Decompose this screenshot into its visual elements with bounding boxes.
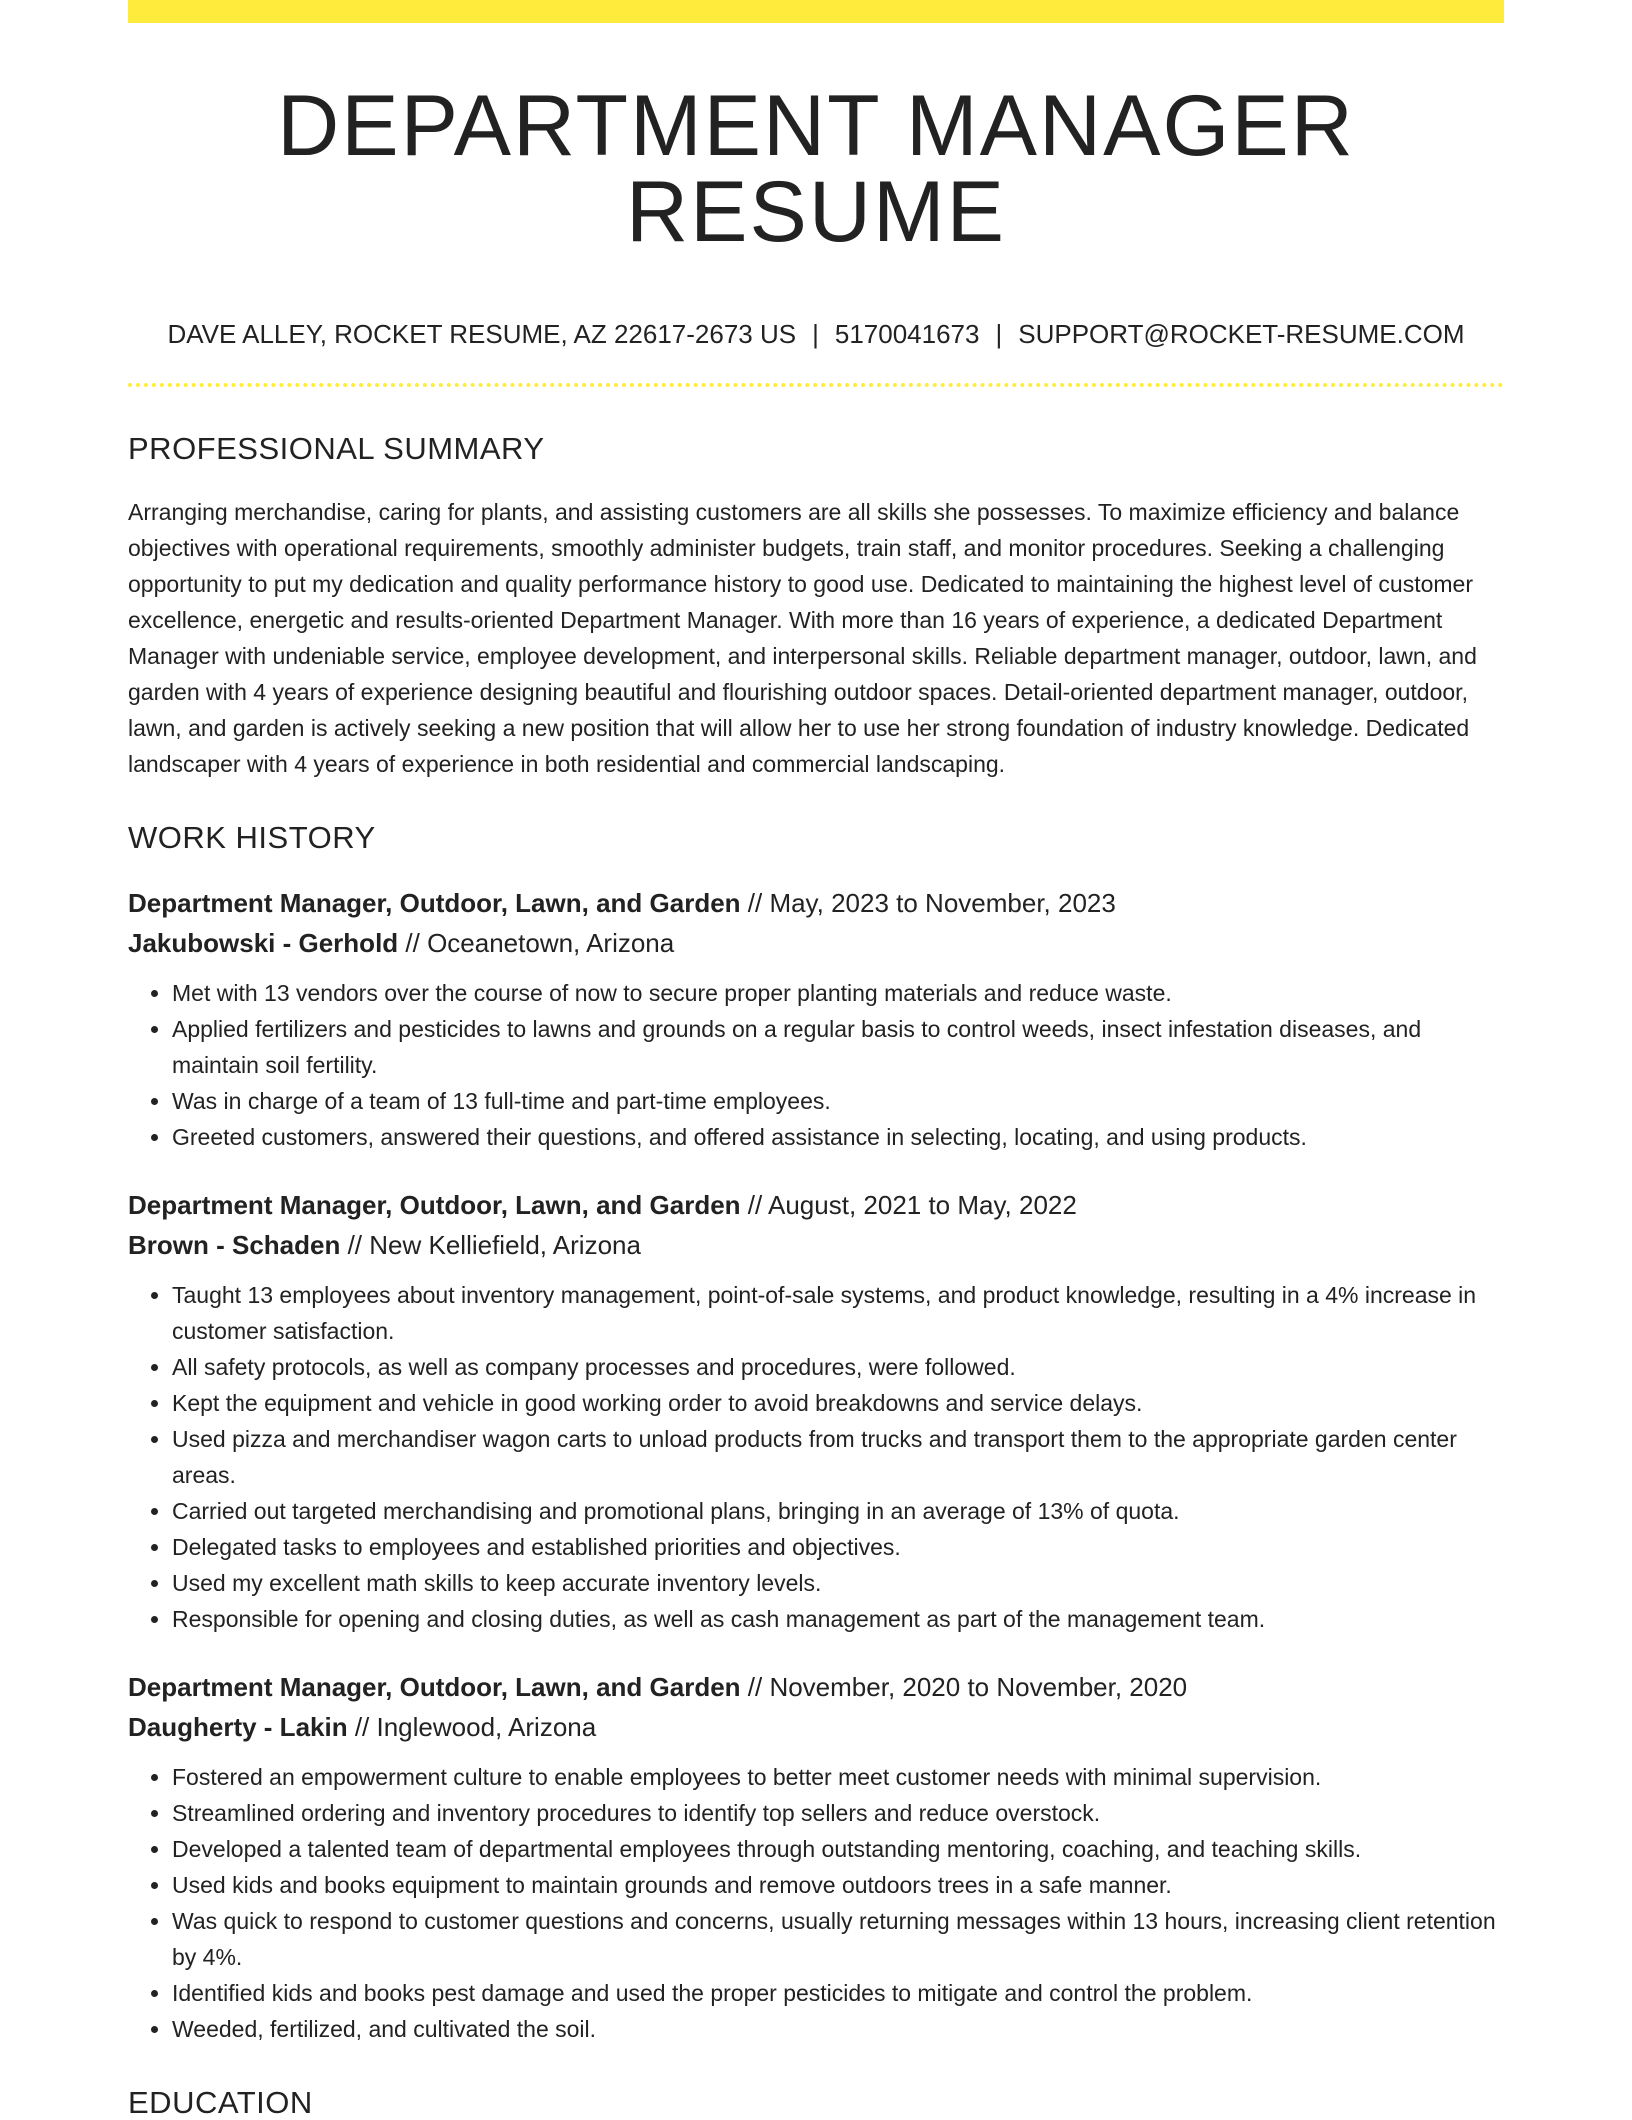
job-duty-item: • Met with 13 vendors over the course of now to secure proper planting materials and reduce waste. — [172, 975, 1504, 1011]
job-duty-item: • Delegated tasks to employees and established priorities and objectives. — [172, 1529, 1504, 1565]
contact-address: DAVE ALLEY, ROCKET RESUME, AZ 22617-2673 US — [167, 319, 797, 349]
contact-email: SUPPORT@ROCKET-RESUME.COM — [1018, 319, 1465, 349]
job-location: // Oceanetown, Arizona — [398, 928, 675, 958]
job-duty-item: • Used pizza and merchandiser wagon carts to unload products from trucks and transport them to the appropriate garden center areas. — [172, 1421, 1504, 1493]
job-company: Jakubowski - Gerhold — [128, 928, 399, 958]
job-duty-item: • Was in charge of a team of 13 full-time and part-time employees. — [172, 1083, 1504, 1119]
job-title-line — [128, 883, 1504, 923]
work-history-heading: WORK HISTORY — [128, 820, 376, 855]
job-duty-item: • Used kids and books equipment to maintain grounds and remove outdoors trees in a safe manner. — [172, 1867, 1504, 1903]
job-duty-item: • Weeded, fertilized, and cultivated the soil. — [172, 2011, 1504, 2047]
job-title-line — [128, 1185, 1504, 1225]
job-company: Daugherty - Lakin — [128, 1712, 348, 1742]
job-company-line — [128, 1225, 1504, 1265]
job-entry — [128, 883, 1504, 1155]
job-entry — [128, 1185, 1504, 1637]
job-duties-list — [128, 1759, 1504, 2047]
job-dates: // May, 2023 to November, 2023 — [740, 888, 1116, 918]
summary-text: Arranging merchandise, caring for plants, and assisting customers are all skills she possesses. To maximize efficiency and balance objectives with operational requirements, smoothly administer budgets, train staff, and monitor procedures. Seeking a challenging opportunity to put my dedication and quality performance history to good use. Dedicated to maintaining the highest level of customer excellence, energetic and results-oriented Department Manager. With more than 16 years of experience, a dedicated Department Manager with undeniable service, employee development, and interpersonal skills. Reliable department manager, outdoor, lawn, and garden with 4 years of experience designing beautiful and flourishing outdoor spaces. Detail-oriented department manager, outdoor, lawn, and garden is actively seeking a new position that will allow her to use her strong foundation of industry knowledge. Dedicated landscaper with 4 years of experience in both residential and commercial landscaping. — [128, 499, 1477, 777]
job-company-line — [128, 923, 1504, 963]
job-company: Brown - Schaden — [128, 1230, 341, 1260]
job-title: Department Manager, Outdoor, Lawn, and Garden — [128, 888, 741, 918]
job-duty-item: • All safety protocols, as well as company processes and procedures, were followed. — [172, 1349, 1504, 1385]
resume-page — [128, 0, 1504, 2118]
job-duty-item: • Developed a talented team of departmental employees through outstanding mentoring, coaching, and teaching skills. — [172, 1831, 1504, 1867]
job-duties-list — [128, 1277, 1504, 1637]
job-dates: // November, 2020 to November, 2020 — [740, 1672, 1188, 1702]
resume-title: DEPARTMENT MANAGER RESUME — [277, 78, 1355, 260]
job-duty-item: • Identified kids and books pest damage and used the proper pesticides to mitigate and control the problem. — [172, 1975, 1504, 2011]
job-duty-item: • Was quick to respond to customer questions and concerns, usually returning messages within 13 hours, increasing client retention by 4%. — [172, 1903, 1504, 1975]
job-duty-item: • Taught 13 employees about inventory management, point-of-sale systems, and product knowledge, resulting in a 4% increase in customer satisfaction. — [172, 1277, 1504, 1349]
education-heading: EDUCATION — [128, 2085, 313, 2120]
work-history-list — [128, 883, 1504, 2047]
top-accent-bar — [128, 0, 1504, 23]
contact-phone: 5170041673 — [834, 319, 980, 349]
job-duty-item: • Applied fertilizers and pesticides to lawns and grounds on a regular basis to control weeds, insect infestation diseases, and maintain soil fertility. — [172, 1011, 1504, 1083]
contact-separator: | — [812, 319, 819, 349]
job-duty-item: • Greeted customers, answered their questions, and offered assistance in selecting, locating, and using products. — [172, 1119, 1504, 1155]
job-title: Department Manager, Outdoor, Lawn, and Garden — [128, 1190, 741, 1220]
job-duty-item: • Responsible for opening and closing duties, as well as cash management as part of the management team. — [172, 1601, 1504, 1637]
job-dates: // August, 2021 to May, 2022 — [740, 1190, 1077, 1220]
job-duty-item: • Kept the equipment and vehicle in good working order to avoid breakdowns and service delays. — [172, 1385, 1504, 1421]
job-entry — [128, 1667, 1504, 2047]
job-company-line — [128, 1707, 1504, 1747]
contact-separator: | — [995, 319, 1003, 349]
job-duty-item: • Fostered an empowerment culture to enable employees to better meet customer needs with minimal supervision. — [172, 1759, 1504, 1795]
job-title-line — [128, 1667, 1504, 1707]
job-location: // New Kelliefield, Arizona — [340, 1230, 641, 1260]
job-duty-item: • Streamlined ordering and inventory procedures to identify top sellers and reduce overstock. — [172, 1795, 1504, 1831]
job-location: // Inglewood, Arizona — [347, 1712, 597, 1742]
job-duty-item: • Carried out targeted merchandising and promotional plans, bringing in an average of 13% of quota. — [172, 1493, 1504, 1529]
job-title: Department Manager, Outdoor, Lawn, and Garden — [128, 1672, 741, 1702]
summary-heading: PROFESSIONAL SUMMARY — [128, 431, 545, 466]
job-duties-list — [128, 975, 1504, 1155]
header-divider — [128, 383, 1504, 387]
contact-line — [128, 321, 1504, 347]
job-duty-item: • Used my excellent math skills to keep accurate inventory levels. — [172, 1565, 1504, 1601]
